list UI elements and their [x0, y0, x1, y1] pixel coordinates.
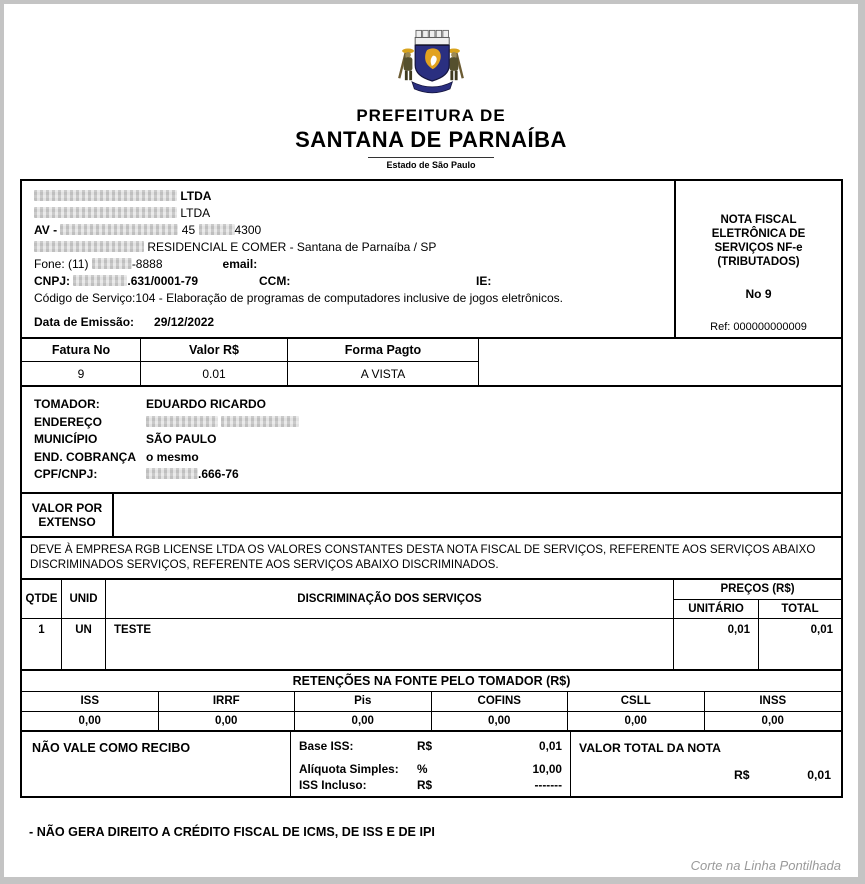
banner-icon	[412, 82, 452, 93]
provider-info	[22, 181, 674, 337]
org-title-line2: SANTANA DE PARNAÍBA	[295, 127, 567, 152]
cut-line-note: Corte na Linha Pontilhada	[690, 858, 841, 873]
nf-title-line3: SERVIÇOS NF-e	[714, 242, 803, 254]
extenso-label	[22, 494, 114, 536]
endereco-label: ENDEREÇO	[34, 414, 103, 429]
cpf-value: .666-76	[198, 467, 239, 481]
retencao-value-csll: 0,00	[568, 711, 705, 730]
org-title-line1: PREFEITURA DE	[356, 106, 506, 125]
redacted-text	[60, 224, 178, 235]
extenso-section	[20, 492, 843, 538]
aliquota-value: 10,00	[532, 761, 562, 776]
retencoes-table	[20, 669, 843, 732]
district-line: RESIDENCIAL E COMER - Santana de Parnaíba / SP	[147, 240, 437, 254]
base-iss-value: 0,01	[539, 738, 562, 753]
declaration-section: DEVE À EMPRESA RGB LICENSE LTDA OS VALORES CONSTANTES DESTA NOTA FISCAL DE SERVIÇOS, REFERENTE AOS SERVIÇOS ABAIXO DISCRIMINADOS SERVIÇOS, REFERENTE AOS SERVIÇOS ABAIXO DISCRIMINADOS.	[20, 536, 843, 580]
fatura-header-valor: Valor R$	[141, 339, 288, 362]
services-header-precos: PREÇOS (R$)	[674, 580, 841, 600]
retencoes-title: RETENÇÕES NA FONTE PELO TOMADOR (R$)	[22, 671, 841, 692]
cobranca-label: END. COBRANÇA	[34, 449, 136, 464]
base-iss-unit: R$	[417, 738, 433, 753]
service-row-descr: TESTE	[106, 619, 674, 669]
total-label: VALOR TOTAL DA NOTA	[579, 740, 721, 755]
cnpj-value: .631/0001-79	[127, 274, 199, 288]
total-box	[571, 732, 841, 796]
tomador-name: EDUARDO RICARDO	[146, 397, 266, 411]
nf-title-line2: ELETRÔNICA DE	[711, 228, 806, 240]
fatura-table	[20, 337, 843, 387]
redacted-text	[34, 207, 177, 218]
fatura-header-no: Fatura No	[22, 339, 141, 362]
nf-title-line4: (TRIBUTADOS)	[717, 256, 800, 268]
redacted-text	[199, 224, 235, 235]
nf-ref: Ref: 000000000009	[710, 321, 807, 333]
fatura-header-forma: Forma Pagto	[288, 339, 479, 362]
retencao-value-irrf: 0,00	[159, 711, 296, 730]
retencao-header-csll: CSLL	[568, 692, 705, 711]
ccm-label: CCM:	[259, 274, 291, 288]
fatura-value-forma: A VISTA	[288, 362, 479, 385]
redacted-text	[34, 241, 144, 252]
aliquota-label: Alíquota Simples:	[299, 761, 399, 776]
aliquota-unit: %	[417, 761, 428, 776]
retencao-value-iss: 0,00	[22, 711, 159, 730]
phone-suffix: -8888	[131, 257, 163, 271]
services-header-unid: UNID	[62, 580, 106, 619]
services-header-qtde: QTDE	[22, 580, 62, 619]
municipio-label: MUNICÍPIO	[34, 432, 98, 446]
municipio-value: SÃO PAULO	[146, 432, 217, 446]
nf-title-line1: NOTA FISCAL	[720, 214, 797, 226]
retencao-header-pis: Pis	[295, 692, 432, 711]
redacted-text	[146, 468, 198, 479]
iss-incluso-value: -------	[534, 777, 562, 792]
retencao-value-pis: 0,00	[295, 711, 432, 730]
cpf-label: CPF/CNPJ:	[34, 467, 98, 481]
total-value: 0,01	[807, 767, 831, 782]
fatura-empty-cell	[479, 339, 841, 385]
service-code-line: Código de Serviço:104 - Elaboração de programas de computadores inclusive de jogos eletrônicos.	[34, 291, 563, 305]
fatura-value-no: 9	[22, 362, 141, 385]
services-header-descr: DISCRIMINAÇÃO DOS SERVIÇOS	[106, 580, 674, 619]
totals-section	[20, 730, 843, 798]
redacted-text	[146, 416, 218, 427]
service-row-total: 0,01	[810, 623, 833, 636]
iss-incluso-label: ISS Incluso:	[299, 777, 367, 792]
invoice-document	[20, 179, 843, 798]
address-suffix: 4300	[234, 223, 262, 237]
cnpj-label: CNPJ:	[34, 274, 71, 288]
retencao-header-cofins: COFINS	[432, 692, 569, 711]
address-prefix: AV -	[34, 223, 58, 237]
municipality-header	[4, 4, 858, 173]
redacted-text	[221, 416, 299, 427]
retencao-value-inss: 0,00	[705, 711, 842, 730]
provider-name-line2: LTDA	[180, 206, 211, 220]
address-number: 45	[181, 223, 196, 237]
iss-incluso-unit: R$	[417, 777, 433, 792]
org-state-subtitle: Estado de São Paulo	[368, 157, 493, 170]
services-header-unitario: UNITÁRIO	[674, 600, 759, 619]
service-row-unid: UN	[62, 619, 106, 669]
redacted-text	[34, 190, 177, 201]
fatura-value-valor: 0.01	[141, 362, 288, 385]
tomador-section	[20, 385, 843, 494]
retencoes-values	[22, 711, 841, 730]
emission-label: Data de Emissão:	[34, 315, 135, 329]
email-label: email:	[222, 257, 258, 271]
retencoes-headers	[22, 692, 841, 711]
services-table	[20, 578, 843, 671]
coat-of-arms-icon	[391, 24, 471, 100]
tax-credit-footnote: - NÃO GERA DIREITO A CRÉDITO FISCAL DE ICMS, DE ISS E DE IPI	[29, 824, 435, 839]
total-currency: R$	[734, 767, 750, 782]
right-figure-icon	[448, 49, 464, 81]
services-header-total: TOTAL	[759, 600, 841, 619]
retencao-header-inss: INSS	[759, 694, 787, 707]
redacted-text	[92, 258, 132, 269]
provider-section	[20, 179, 843, 339]
emission-date: 29/12/2022	[154, 315, 215, 329]
tomador-label: TOMADOR:	[34, 397, 100, 411]
service-row-qtde: 1	[22, 619, 62, 669]
no-receipt-note: NÃO VALE COMO RECIBO	[32, 740, 191, 755]
phone-prefix: Fone: (11)	[34, 257, 89, 271]
extenso-value	[114, 494, 841, 536]
retencao-header-irrf: IRRF	[159, 692, 296, 711]
redacted-text	[73, 275, 127, 286]
retencao-value-cofins: 0,00	[432, 711, 569, 730]
cobranca-value: o mesmo	[146, 449, 199, 464]
nf-number: No 9	[745, 287, 772, 301]
nf-number-box	[674, 181, 841, 337]
base-iss-label: Base ISS:	[299, 738, 354, 753]
provider-name-line1: LTDA	[180, 189, 212, 203]
extenso-label-line1: VALOR POR	[31, 500, 103, 515]
left-figure-icon	[398, 49, 414, 81]
extenso-label-line2: EXTENSO	[38, 514, 96, 529]
mural-crown-icon	[415, 30, 449, 44]
retencao-header-iss: ISS	[22, 692, 159, 711]
service-row-unitario: 0,01	[674, 619, 759, 669]
iss-breakdown	[290, 732, 571, 796]
ie-label: IE:	[476, 274, 492, 288]
